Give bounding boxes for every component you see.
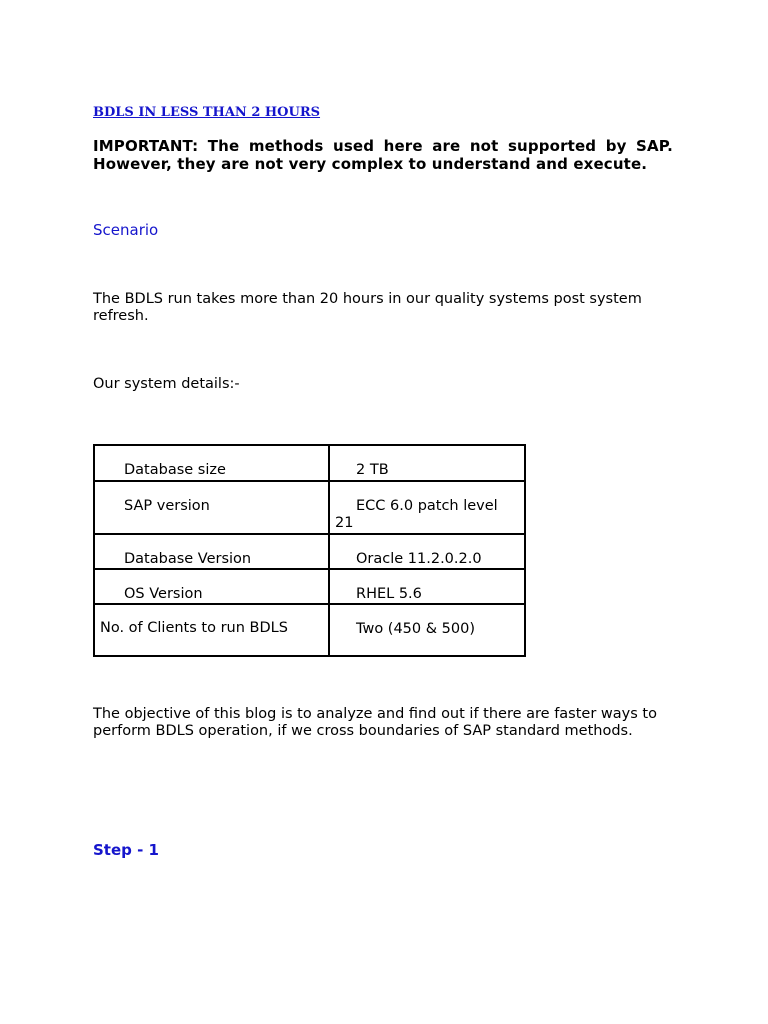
row-value: RHEL 5.6 bbox=[356, 586, 422, 602]
row-value: 2 TB bbox=[356, 462, 389, 478]
table-row bbox=[94, 481, 525, 534]
row-value: ECC 6.0 patch level 21 bbox=[335, 498, 498, 531]
row-label: SAP version bbox=[124, 498, 210, 514]
row-label: Database size bbox=[124, 462, 226, 478]
row-label: OS Version bbox=[124, 586, 203, 602]
table-cell-value bbox=[329, 445, 525, 481]
important-note: IMPORTANT: The methods used here are not supported by SAP. However, they are not very complex to understand and execute. bbox=[93, 137, 673, 173]
table-cell-label bbox=[94, 604, 329, 656]
table-row bbox=[94, 569, 525, 604]
table-cell-label bbox=[94, 445, 329, 481]
table-cell-label bbox=[94, 534, 329, 569]
document-title: BDLS IN LESS THAN 2 HOURS bbox=[93, 105, 321, 120]
row-value: Two (450 & 500) bbox=[356, 621, 475, 637]
table-row bbox=[94, 445, 525, 481]
details-intro: Our system details:- bbox=[93, 376, 240, 392]
table-cell-value bbox=[329, 604, 525, 656]
step-heading: Step - 1 bbox=[93, 841, 159, 859]
table-row bbox=[94, 604, 525, 656]
table-cell-label bbox=[94, 481, 329, 534]
system-details-table bbox=[93, 444, 526, 657]
objective-paragraph: The objective of this blog is to analyze and find out if there are faster ways to perform BDLS operation, if we cross boundaries of SAP standard methods. bbox=[93, 706, 657, 739]
table-cell-value bbox=[329, 481, 525, 534]
row-label: Database Version bbox=[124, 551, 252, 567]
row-label: No. of Clients to run BDLS bbox=[100, 620, 288, 636]
scenario-heading: Scenario bbox=[93, 221, 159, 239]
table-row bbox=[94, 534, 525, 569]
table-cell-value bbox=[329, 534, 525, 569]
row-value: Oracle 11.2.0.2.0 bbox=[356, 551, 482, 567]
table-cell-value bbox=[329, 569, 525, 604]
scenario-paragraph: The BDLS run takes more than 20 hours in our quality systems post system refresh. bbox=[93, 291, 642, 324]
table-cell-label bbox=[94, 569, 329, 604]
